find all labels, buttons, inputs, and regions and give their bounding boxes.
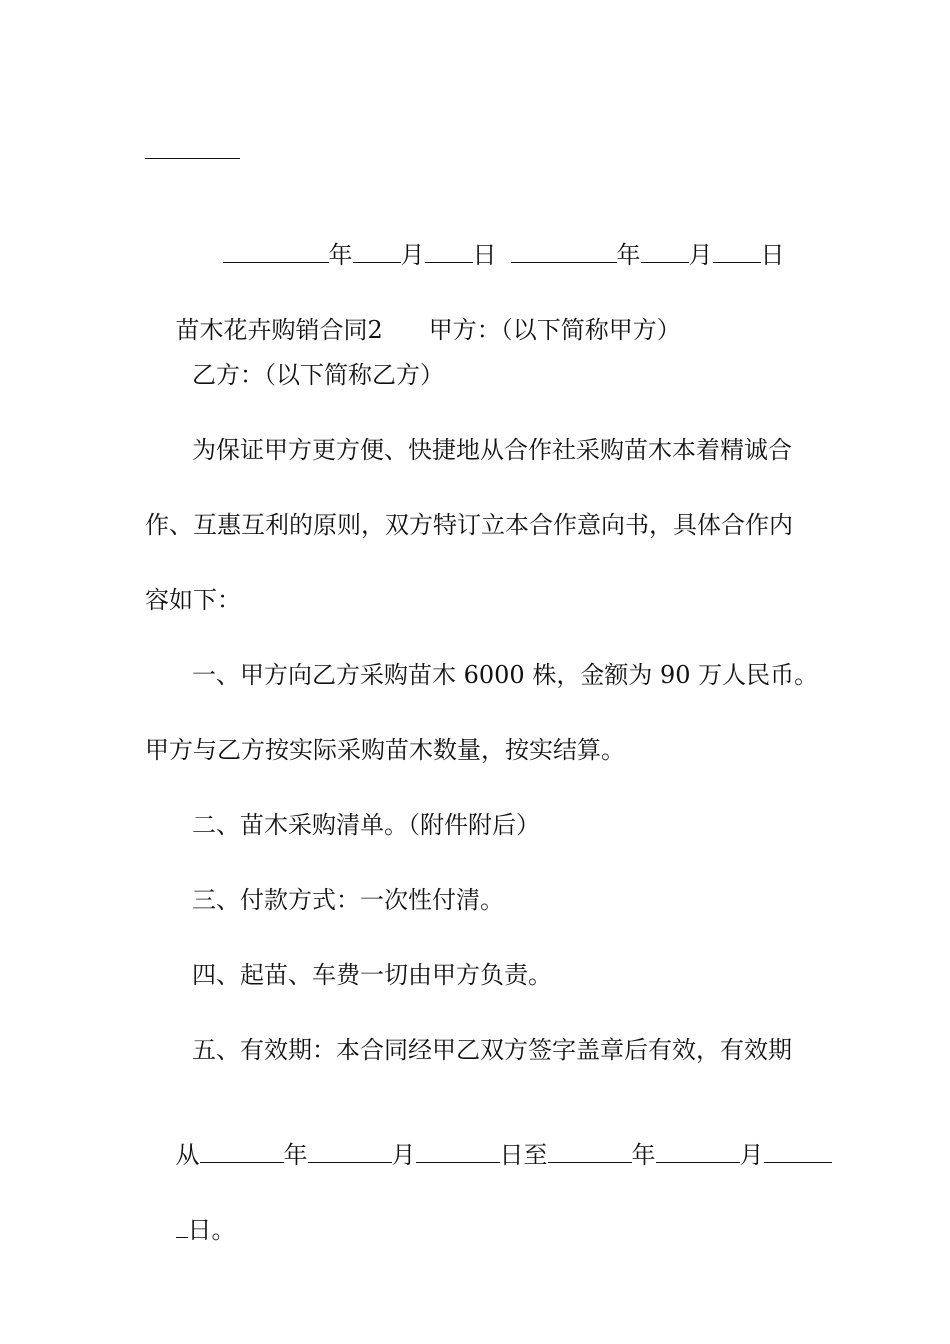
blank-line — [176, 1215, 188, 1238]
blank-line — [308, 1140, 392, 1163]
intro-line-3: 容如下： — [145, 586, 241, 614]
blank-line — [656, 1140, 740, 1163]
validity-row — [145, 1110, 832, 1200]
clause-3: 三、付款方式：一次性付清。 — [192, 886, 504, 914]
blank-line — [353, 240, 401, 263]
blank-line — [641, 240, 689, 263]
year-label: 年 — [328, 241, 353, 269]
validity-end-row — [145, 1185, 236, 1275]
blank-line — [425, 240, 473, 263]
blank-line — [713, 240, 761, 263]
year-label: 年 — [631, 1141, 656, 1169]
document-title: 苗木花卉购销合同2 — [175, 316, 383, 344]
blank-line — [200, 1140, 284, 1163]
day-label: 日 — [472, 241, 497, 269]
from-label: 从 — [175, 1141, 200, 1169]
clause-4: 四、起苗、车费一切由甲方负责。 — [192, 961, 552, 989]
blank-line — [548, 1140, 632, 1163]
day-to-label: 日至 — [499, 1141, 548, 1169]
year-label: 年 — [283, 1141, 308, 1169]
blank-line — [764, 1140, 832, 1163]
month-label: 月 — [400, 241, 425, 269]
intro-line-1: 为保证甲方更方便、快捷地从合作社采购苗木本着精诚合 — [192, 436, 792, 464]
blank-line — [416, 1140, 500, 1163]
clause-1-line-2: 甲方与乙方按实际采购苗木数量，按实结算。 — [145, 736, 625, 764]
intro-line-2: 作、互惠互利的原则，双方特订立本合作意向书，具体合作内 — [145, 511, 793, 539]
day-end-label: 日。 — [187, 1216, 236, 1244]
clause-5-line-1: 五、有效期：本合同经甲乙双方签字盖章后有效，有效期 — [192, 1036, 792, 1064]
signature-underline — [145, 158, 240, 159]
clause-1-line-1: 一、甲方向乙方采购苗木 6000 株，金额为 90 万人民币。 — [192, 661, 819, 689]
clause-2: 二、苗木采购清单。（附件附后） — [192, 811, 540, 839]
blank-line — [511, 240, 617, 263]
month-label: 月 — [739, 1141, 764, 1169]
party-b: 乙方：（以下简称乙方） — [192, 361, 444, 389]
month-label: 月 — [391, 1141, 416, 1169]
month-label: 月 — [688, 241, 713, 269]
year-label: 年 — [616, 241, 641, 269]
party-a: 甲方：（以下简称甲方） — [428, 316, 681, 344]
day-label: 日 — [760, 241, 785, 269]
blank-line — [223, 240, 329, 263]
